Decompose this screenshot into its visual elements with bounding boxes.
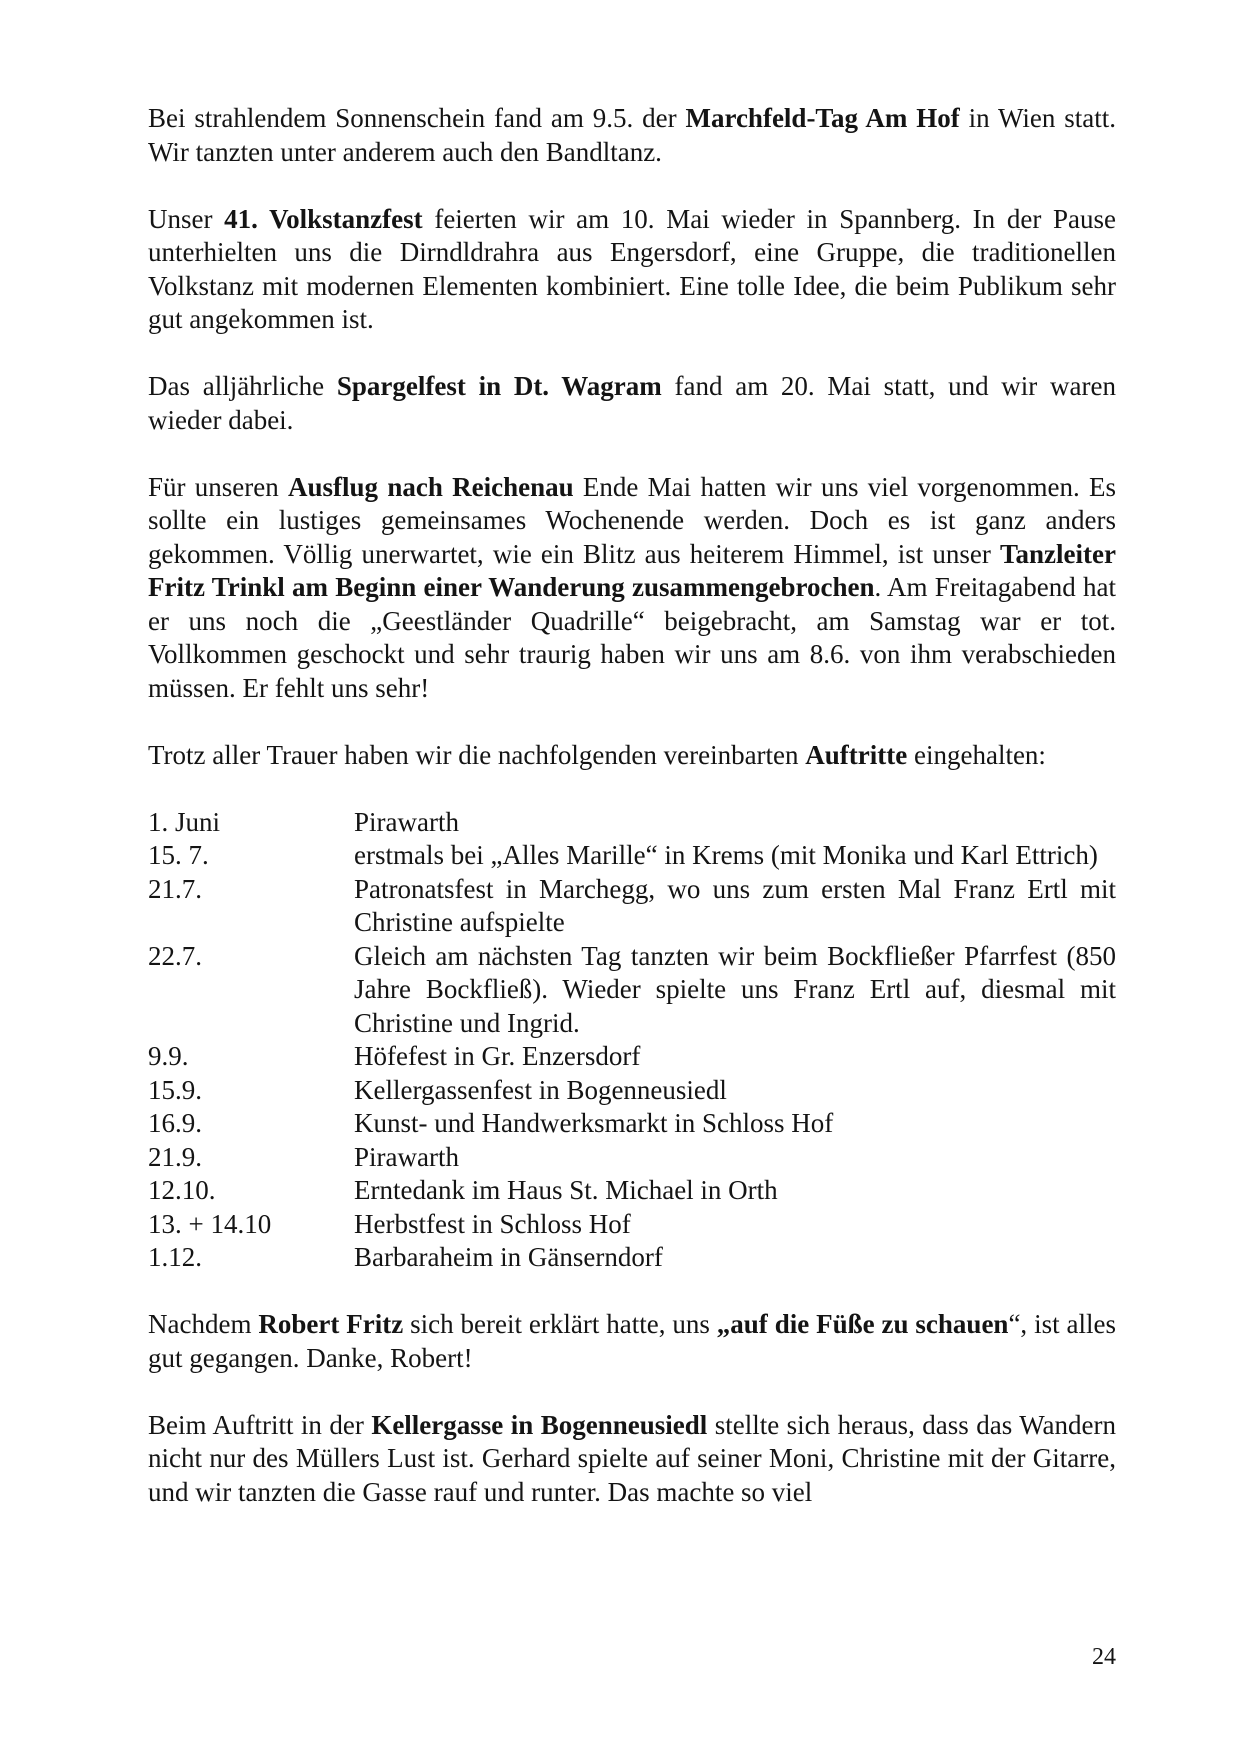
schedule-row (148, 1241, 1116, 1275)
bold-run: Ausflug nach Reichenau (288, 471, 574, 502)
document-page (148, 102, 1116, 1509)
text-run: . Am Freitagabend hat er uns noch die „Geestländer Quadrille“ beigebracht, am Samstag war er tot. Vollkommen geschockt und sehr traurig haben wir uns am 8.6. von ihm verabschieden müssen. Er fehlt uns sehr! (148, 572, 1116, 703)
schedule-event: Barbaraheim in Gänserndorf (354, 1242, 663, 1272)
schedule-row (148, 873, 1116, 940)
text-run: sich bereit erklärt hatte, uns (403, 1309, 717, 1339)
schedule-row (148, 806, 1116, 840)
text-run: feierten wir am 10. Mai wieder in Spannberg. In der Pause unterhielten uns die Dirndldrahra aus Engersdorf, eine Gruppe, die traditionellen Volkstanz mit modernen Elementen kombiniert. Eine tolle Idee, die beim Publikum sehr gut angekommen ist. (148, 203, 1117, 334)
text-run: Ende Mai hatten wir uns viel vorgenommen. Es sollte ein lustiges gemeinsames Wochenende werden. Doch es ist ganz anders gekommen. Völlig unerwartet, wie ein Blitz aus heiterem Himmel, ist unser (148, 471, 1116, 569)
bold-run: 41. Volkstanzfest (224, 203, 423, 234)
schedule-date: 15.9. (148, 1074, 202, 1105)
text-run: stellte sich heraus, dass das Wandern nicht nur des Müllers Lust ist. Gerhard spielte auf seiner Moni, Christine mit der Gitarre, und wir tanzten die Gasse rauf und runter. Das machte so viel (148, 1409, 1116, 1507)
schedule-date: 16.9. (148, 1108, 202, 1138)
paragraph-kellergasse (148, 1409, 1116, 1510)
schedule-event: Pirawarth (354, 1141, 459, 1172)
schedule-row (148, 940, 1116, 1041)
bold-run: Spargelfest in Dt. Wagram (336, 371, 662, 401)
bold-run: Tanzleiter Fritz Trinkl am Beginn einer Wanderung zusammengebrochen (148, 538, 1116, 602)
intro-paragraphs (148, 102, 1116, 772)
text-run: in Wien statt. Wir tanzten unter anderem auch den Bandltanz. (148, 103, 1116, 167)
schedule-date: 1.12. (148, 1242, 202, 1272)
page-number: 24 (1092, 1644, 1116, 1670)
schedule-row (148, 1040, 1116, 1074)
schedule-date: 1. Juni (148, 806, 221, 837)
text-run: Unser (148, 203, 225, 234)
schedule-event: erstmals bei „Alles Marille“ in Krems (mit Monika und Karl Ettrich) (354, 840, 1098, 870)
text-run: Für unseren (148, 471, 289, 502)
schedule-event: Gleich am nächsten Tag tanzten wir beim Bockfließer Pfarrfest (850 Jahre Bockfließ). Wieder spielte uns Franz Ertl auf, diesmal mit Christine und Ingrid. (354, 940, 1116, 1038)
text-run: Beim Auftritt in der (148, 1409, 372, 1440)
schedule-row (148, 1107, 1116, 1141)
bold-run: Kellergasse in Bogenneusiedl (371, 1409, 708, 1440)
schedule-event: Patronatsfest in Marchegg, wo uns zum ersten Mal Franz Ertl mit Christine aufspielte (354, 873, 1116, 937)
schedule-event: Kellergassenfest in Bogenneusiedl (354, 1074, 727, 1105)
paragraph-auftritte-intro (148, 739, 1116, 773)
text-run: Das alljährliche (148, 371, 337, 401)
paragraph-volkstanzfest (148, 203, 1116, 337)
schedule-event: Erntedank im Haus St. Michael in Orth (354, 1175, 778, 1205)
bold-run: Robert Fritz (258, 1309, 404, 1339)
schedule-row (148, 1074, 1116, 1108)
performance-schedule (148, 806, 1116, 1275)
schedule-date: 12.10. (148, 1175, 216, 1205)
bold-run: Marchfeld-Tag Am Hof (685, 103, 960, 133)
text-run: Bei strahlendem Sonnenschein fand am 9.5. der (148, 103, 686, 133)
paragraph-robert-fritz (148, 1308, 1116, 1375)
paragraph-marchfeld (148, 102, 1116, 169)
schedule-date: 21.7. (148, 873, 202, 904)
paragraph-reichenau (148, 471, 1116, 706)
schedule-row (148, 1208, 1116, 1242)
schedule-row (148, 1141, 1116, 1175)
text-run: “, ist alles gut gegangen. Danke, Robert! (148, 1309, 1116, 1373)
bold-run: Auftritte (805, 739, 908, 770)
schedule-row (148, 839, 1116, 873)
schedule-date: 9.9. (148, 1041, 189, 1071)
bold-run: „auf die Füße zu schauen (716, 1309, 1009, 1339)
text-run: fand am 20. Mai statt, und wir waren wieder dabei. (148, 371, 1116, 435)
text-run: eingehalten: (907, 739, 1046, 770)
paragraph-spargelfest (148, 370, 1116, 437)
schedule-date: 22.7. (148, 940, 202, 971)
text-run: Trotz aller Trauer haben wir die nachfolgenden vereinbarten (148, 739, 806, 770)
schedule-row (148, 1174, 1116, 1208)
text-run: Nachdem (148, 1309, 259, 1339)
schedule-date: 13. + 14.10 (148, 1208, 272, 1239)
schedule-date: 21.9. (148, 1141, 202, 1172)
schedule-event: Höfefest in Gr. Enzersdorf (354, 1041, 641, 1071)
schedule-event: Herbstfest in Schloss Hof (354, 1208, 631, 1239)
schedule-event: Kunst- und Handwerksmarkt in Schloss Hof (354, 1108, 834, 1138)
schedule-event: Pirawarth (354, 806, 459, 837)
schedule-date: 15. 7. (148, 840, 209, 870)
closing-paragraphs (148, 1308, 1116, 1509)
